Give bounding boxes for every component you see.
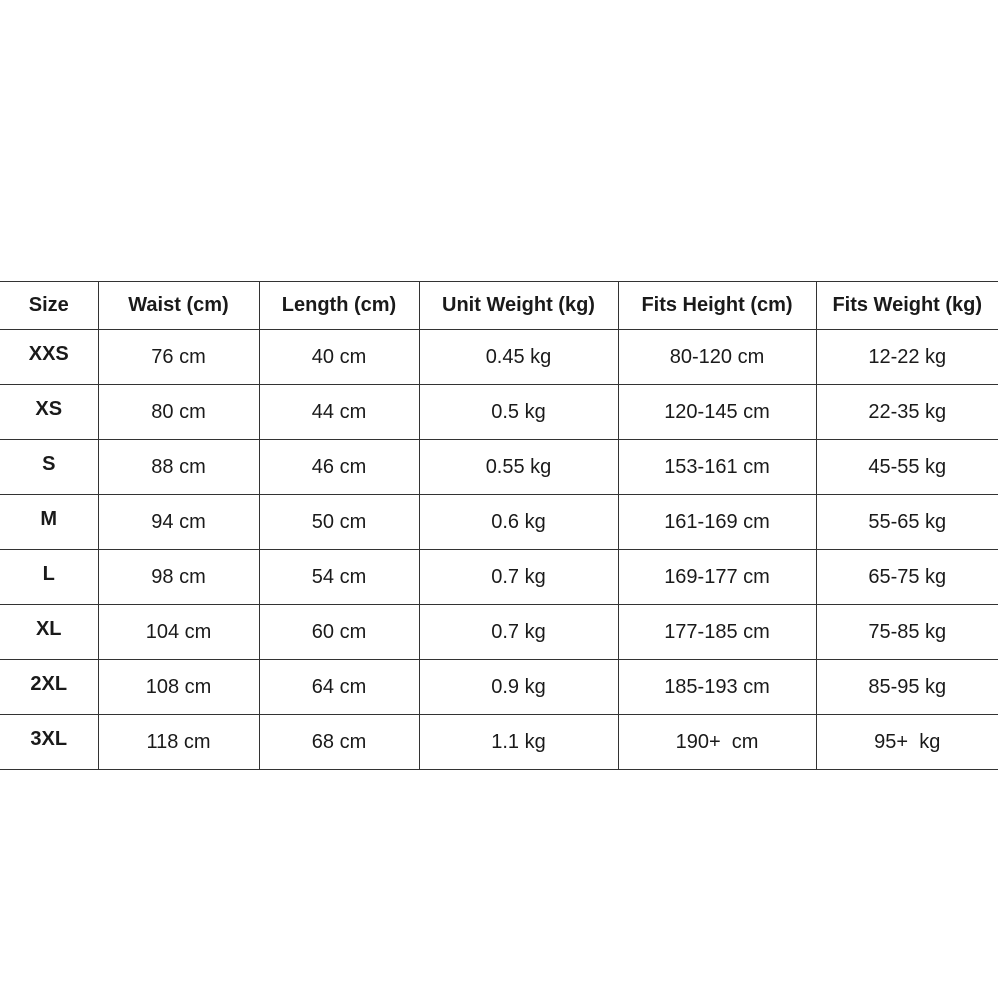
fits-height-cell: 185-193 cm xyxy=(618,660,816,715)
size-cell: XS xyxy=(0,385,98,440)
fits-weight-cell: 75-85 kg xyxy=(816,605,998,660)
waist-cell: 104 cm xyxy=(98,605,259,660)
column-header-waist: Waist (cm) xyxy=(98,282,259,330)
length-cell: 46 cm xyxy=(259,440,419,495)
column-header-fits-weight: Fits Weight (kg) xyxy=(816,282,998,330)
length-cell: 68 cm xyxy=(259,715,419,770)
fits-height-cell: 80-120 cm xyxy=(618,330,816,385)
size-cell: M xyxy=(0,495,98,550)
unit-weight-cell: 0.7 kg xyxy=(419,550,618,605)
length-cell: 64 cm xyxy=(259,660,419,715)
table-row xyxy=(0,715,998,770)
waist-cell: 118 cm xyxy=(98,715,259,770)
fits-weight-cell: 22-35 kg xyxy=(816,385,998,440)
fits-height-cell: 161-169 cm xyxy=(618,495,816,550)
length-cell: 54 cm xyxy=(259,550,419,605)
waist-cell: 98 cm xyxy=(98,550,259,605)
fits-weight-cell: 12-22 kg xyxy=(816,330,998,385)
column-header-size: Size xyxy=(0,282,98,330)
waist-cell: 80 cm xyxy=(98,385,259,440)
unit-weight-cell: 0.9 kg xyxy=(419,660,618,715)
length-cell: 44 cm xyxy=(259,385,419,440)
fits-height-cell: 120-145 cm xyxy=(618,385,816,440)
fits-height-cell: 169-177 cm xyxy=(618,550,816,605)
size-chart-body xyxy=(0,282,998,770)
size-cell: XL xyxy=(0,605,98,660)
length-cell: 60 cm xyxy=(259,605,419,660)
size-cell: XXS xyxy=(0,330,98,385)
unit-weight-cell: 0.55 kg xyxy=(419,440,618,495)
fits-height-cell: 153-161 cm xyxy=(618,440,816,495)
column-header-length: Length (cm) xyxy=(259,282,419,330)
table-row xyxy=(0,605,998,660)
waist-cell: 108 cm xyxy=(98,660,259,715)
fits-height-cell: 190+ cm xyxy=(618,715,816,770)
column-header-fits-height: Fits Height (cm) xyxy=(618,282,816,330)
fits-height-cell: 177-185 cm xyxy=(618,605,816,660)
table-row xyxy=(0,440,998,495)
table-row xyxy=(0,330,998,385)
size-chart-table xyxy=(0,281,998,770)
fits-weight-cell: 95+ kg xyxy=(816,715,998,770)
column-header-unit-weight: Unit Weight (kg) xyxy=(419,282,618,330)
waist-cell: 88 cm xyxy=(98,440,259,495)
length-cell: 40 cm xyxy=(259,330,419,385)
unit-weight-cell: 0.6 kg xyxy=(419,495,618,550)
fits-weight-cell: 65-75 kg xyxy=(816,550,998,605)
fits-weight-cell: 45-55 kg xyxy=(816,440,998,495)
waist-cell: 94 cm xyxy=(98,495,259,550)
length-cell: 50 cm xyxy=(259,495,419,550)
size-cell: 3XL xyxy=(0,715,98,770)
fits-weight-cell: 85-95 kg xyxy=(816,660,998,715)
table-row xyxy=(0,495,998,550)
table-row xyxy=(0,660,998,715)
fits-weight-cell: 55-65 kg xyxy=(816,495,998,550)
table-row xyxy=(0,385,998,440)
unit-weight-cell: 0.7 kg xyxy=(419,605,618,660)
table-row xyxy=(0,550,998,605)
unit-weight-cell: 0.45 kg xyxy=(419,330,618,385)
header-row xyxy=(0,282,998,330)
size-cell: 2XL xyxy=(0,660,98,715)
size-cell: S xyxy=(0,440,98,495)
unit-weight-cell: 0.5 kg xyxy=(419,385,618,440)
size-cell: L xyxy=(0,550,98,605)
unit-weight-cell: 1.1 kg xyxy=(419,715,618,770)
waist-cell: 76 cm xyxy=(98,330,259,385)
